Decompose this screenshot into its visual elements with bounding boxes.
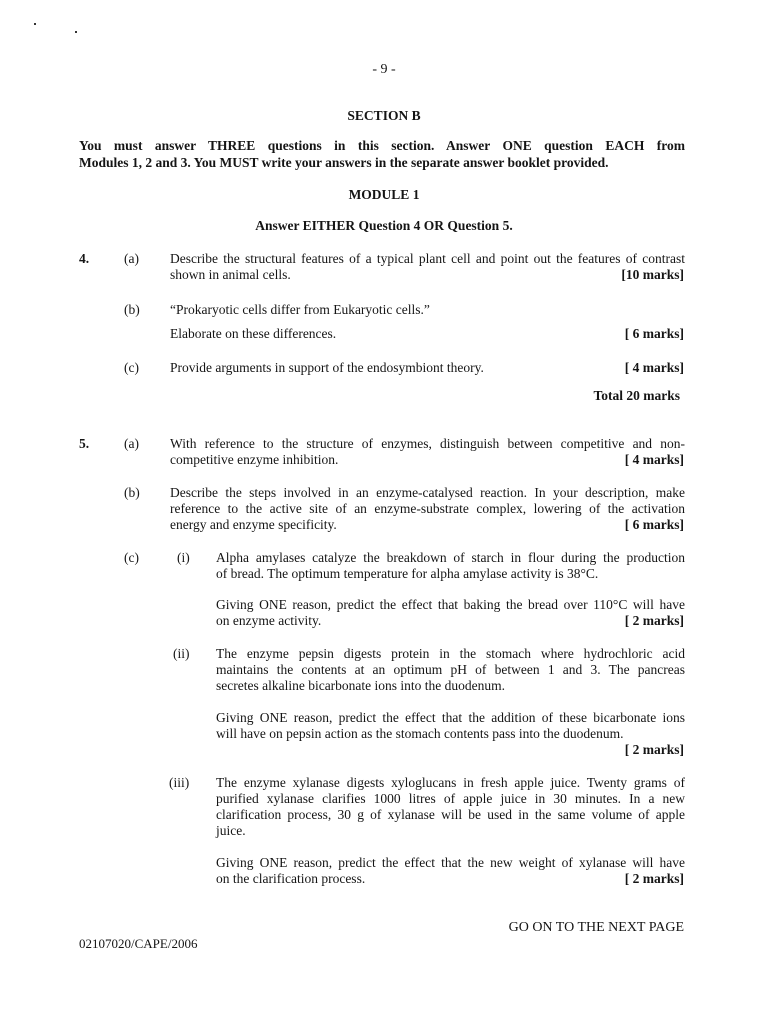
total-marks: Total 20 marks	[593, 388, 680, 403]
question-text: clarification process, 30 g of xylanase will be used in the same volume of apple	[216, 807, 685, 822]
question-number: 4.	[79, 251, 90, 266]
marks-allocation: [ 2 marks]	[624, 742, 684, 757]
question-text: reference to the active site of an enzyme-substrate complex, lowering of the activation	[170, 501, 685, 516]
marks-allocation: [ 6 marks]	[624, 517, 684, 532]
question-text: Giving ONE reason, predict the effect that the addition of these bicarbonate ions	[216, 710, 685, 725]
subpart-label: (i)	[177, 550, 190, 565]
question-text: The enzyme pepsin digests protein in the stomach where hydrochloric acid	[216, 646, 685, 661]
instruction-line: You must answer THREE questions in this section. Answer ONE question EACH from	[79, 138, 685, 153]
question-text: Giving ONE reason, predict the effect that the new weight of xylanase will have	[216, 855, 685, 870]
answer-either-instruction: Answer EITHER Question 4 OR Question 5.	[255, 218, 513, 233]
part-label: (b)	[124, 485, 140, 500]
section-title: SECTION B	[347, 108, 421, 123]
question-text: will have on pepsin action as the stomach contents pass into the duodenum.	[216, 726, 624, 741]
question-text: The enzyme xylanase digests xyloglucans in fresh apple juice. Twenty grams of	[216, 775, 685, 790]
marks-allocation: [ 2 marks]	[624, 871, 684, 886]
question-number: 5.	[79, 436, 90, 451]
question-text: juice.	[216, 823, 246, 838]
scan-mark	[34, 23, 36, 25]
question-text: Elaborate on these differences.	[170, 326, 337, 341]
question-text: “Prokaryotic cells differ from Eukaryotic cells.”	[170, 302, 430, 317]
subpart-label: (ii)	[173, 646, 190, 661]
page-number: - 9 -	[372, 62, 396, 77]
marks-allocation: [ 2 marks]	[624, 613, 684, 628]
question-text: With reference to the structure of enzymes, distinguish between competitive and non-	[170, 436, 685, 451]
paper-code: 02107020/CAPE/2006	[79, 936, 198, 951]
part-label: (a)	[124, 251, 139, 266]
question-text: competitive enzyme inhibition.	[170, 452, 339, 467]
question-text: energy and enzyme specificity.	[170, 517, 337, 532]
marks-allocation: [ 4 marks]	[624, 452, 684, 467]
scan-mark	[75, 31, 77, 33]
part-label: (a)	[124, 436, 139, 451]
question-text: on enzyme activity.	[216, 613, 322, 628]
part-label: (c)	[124, 550, 139, 565]
instruction-line: Modules 1, 2 and 3. You MUST write your answers in the separate answer booklet provided.	[79, 155, 609, 170]
question-text: Alpha amylases catalyze the breakdown of starch in flour during the production	[216, 550, 685, 565]
question-text: Giving ONE reason, predict the effect that baking the bread over 110°C will have	[216, 597, 685, 612]
marks-allocation: [10 marks]	[621, 267, 684, 282]
marks-allocation: [ 6 marks]	[624, 326, 684, 341]
question-text: maintains the contents at an optimum pH of between 1 and 3. The pancreas	[216, 662, 685, 677]
module-title: MODULE 1	[348, 187, 420, 202]
marks-allocation: [ 4 marks]	[624, 360, 684, 375]
question-text: on the clarification process.	[216, 871, 366, 886]
next-page-notice: GO ON TO THE NEXT PAGE	[508, 920, 684, 935]
question-text: Describe the steps involved in an enzyme-catalysed reaction. In your description, make	[170, 485, 685, 500]
question-text: Provide arguments in support of the endosymbiont theory.	[170, 360, 484, 375]
question-text: secretes alkaline bicarbonate ions into the duodenum.	[216, 678, 506, 693]
question-text: Describe the structural features of a typical plant cell and point out the features of contrast	[170, 251, 685, 266]
part-label: (b)	[124, 302, 140, 317]
subpart-label: (iii)	[169, 775, 190, 790]
question-text: purified xylanase clarifies 1000 litres of apple juice in 30 minutes. In a new	[216, 791, 685, 806]
question-text: of bread. The optimum temperature for alpha amylase activity is 38°C.	[216, 566, 599, 581]
question-text: shown in animal cells.	[170, 267, 291, 282]
part-label: (c)	[124, 360, 139, 375]
